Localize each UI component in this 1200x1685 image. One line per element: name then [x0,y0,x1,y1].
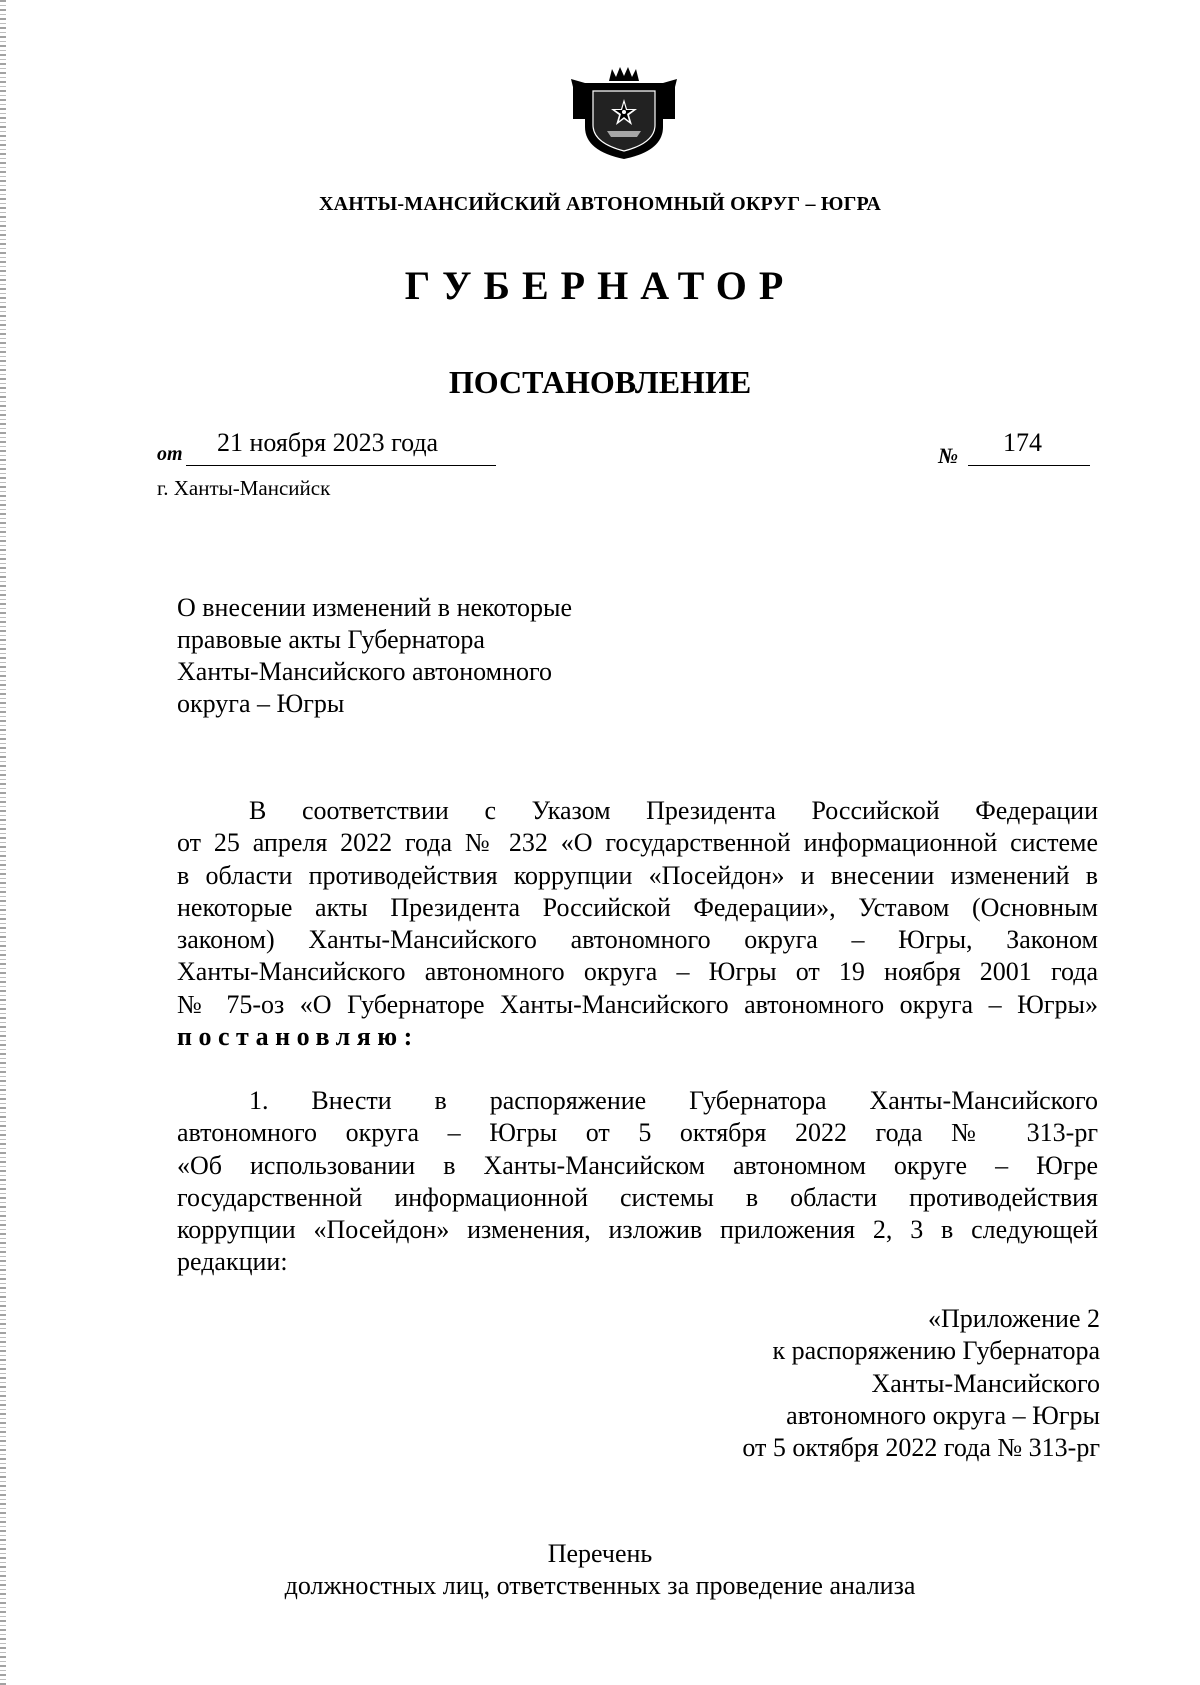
subject-line: О внесении изменений в некоторые [177,593,573,622]
item-line: коррупции «Посейдон» изменения, изложив приложения 2, 3 в следующей [177,1215,1098,1245]
document-date: 21 ноября 2023 года [217,428,439,457]
document-type-title: ПОСТАНОВЛЕНИЕ [448,364,752,400]
region-title: ХАНТЫ-МАНСИЙСКИЙ АВТОНОМНЫЙ ОКРУГ – ЮГРА [319,193,881,215]
list-heading-title: Перечень [547,1539,653,1568]
item-line: «Об использовании в Ханты-Мансийском автономном округе – Югре [177,1150,1098,1180]
subject-line: правовые акты Губернатора [177,625,485,654]
appendix-line: к распоряжению Губернатора [772,1336,1100,1366]
appendix-reference [742,1303,1100,1464]
list-heading-subtitle: должностных лиц, ответственных за проведение анализа [284,1571,916,1600]
coat-of-arms-emblem [571,65,677,160]
item-line: 1. Внести в распоряжение Губернатора Ханты-Мансийского [249,1086,1098,1115]
subject-line: Ханты-Мансийского автономного [177,657,553,686]
appendix-line: Ханты-Мансийского [871,1368,1100,1398]
item-1-paragraph [177,1085,1098,1279]
number-prefix: № [938,443,959,468]
item-line: редакции: [177,1247,288,1277]
item-line: автономного округа – Югры от 5 октября 2022 года № 313-рг [177,1118,1098,1148]
issue-city: г. Ханты-Мансийск [157,476,331,500]
document-number: 174 [1003,428,1042,457]
number-underline [968,465,1090,466]
appendix-line: «Приложение 2 [927,1304,1100,1333]
scan-edge [0,0,6,1685]
preamble-line: законом) Ханты-Мансийского автономного округа – Югры, Законом [177,925,1098,955]
authority-title: ГУБЕРНАТОР [404,263,796,308]
preamble-line: некоторые акты Президента Российской Федерации», Уставом (Основным [177,892,1098,922]
preamble-line: Ханты-Мансийского автономного округа – Югры от 19 ноября 2001 года [177,957,1098,987]
appendix-line: от 5 октября 2022 года № 313-рг [742,1433,1100,1463]
document-subject [177,592,657,720]
resolve-word: постановляю: [177,1022,419,1052]
preamble-line: № 75-оз «О Губернаторе Ханты-Мансийского автономного округа – Югры» [177,989,1098,1019]
preamble-paragraph [177,795,1098,1053]
subject-line: округа – Югры [177,689,345,718]
date-prefix: от [157,443,183,465]
item-line: государственной информационной системы в области противодействия [177,1182,1098,1212]
date-underline [186,465,496,466]
appendix-line: автономного округа – Югры [786,1400,1100,1430]
preamble-line: от 25 апреля 2022 года № 232 «О государственной информационной системе [177,828,1098,858]
preamble-line: В соответствии с Указом Президента Российской Федерации [249,796,1098,825]
preamble-line: в области противодействия коррупции «Посейдон» и внесении изменений в [177,860,1098,890]
resolve-line [177,1021,1098,1053]
